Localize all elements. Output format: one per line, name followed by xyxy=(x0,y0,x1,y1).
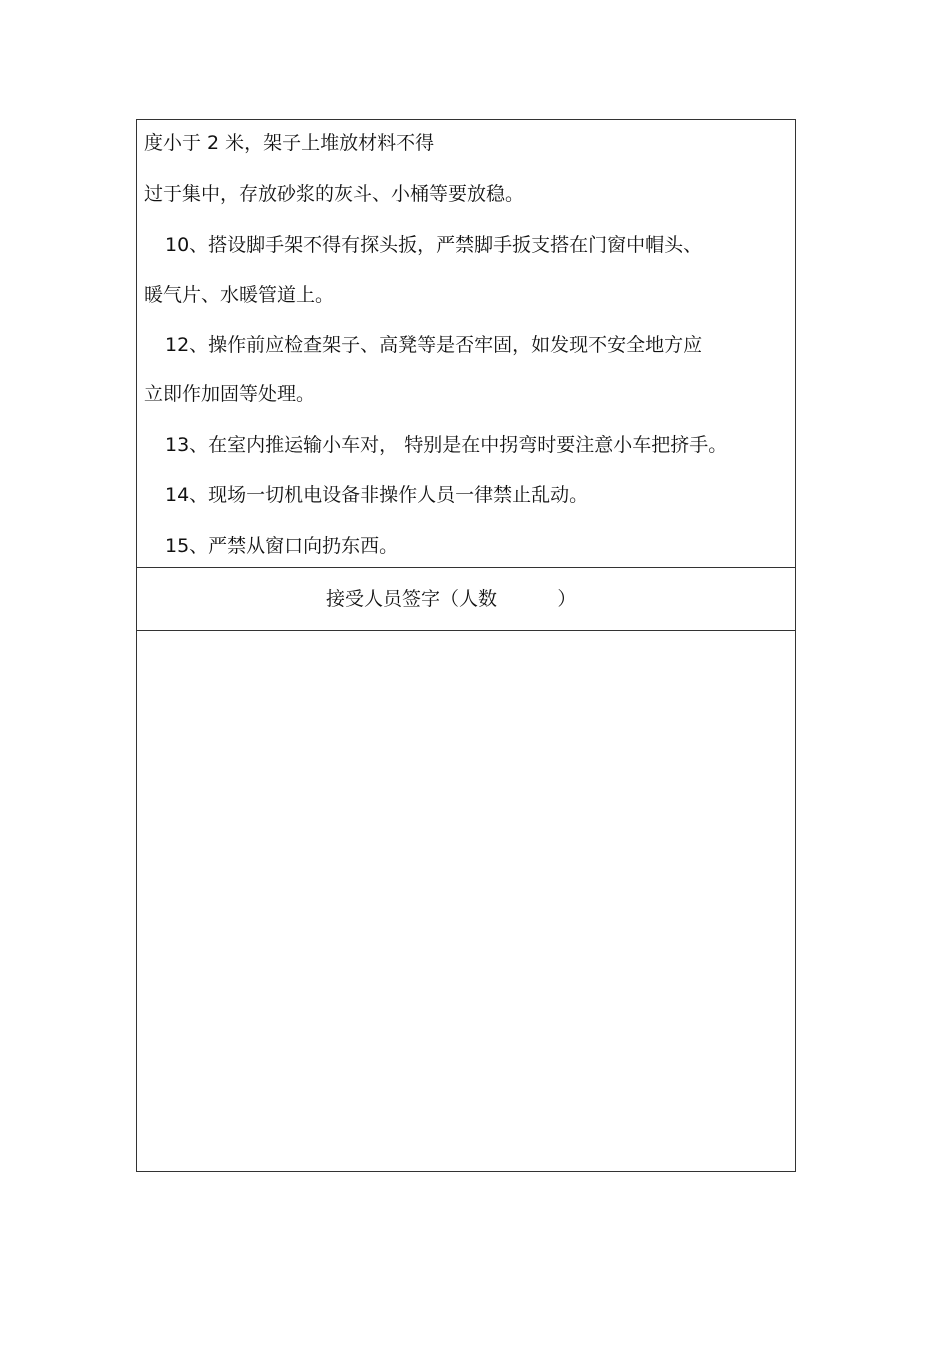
rule-line: 14、现场一切机电设备非操作人员一律禁止乱动。 xyxy=(165,484,589,506)
rule-line: 暖气片、水暖管道上。 xyxy=(144,284,335,306)
safety-rules-cell xyxy=(137,120,795,568)
signature-area[interactable] xyxy=(137,631,795,1172)
rule-line: 过于集中，存放砂浆的灰斗、小桶等要放稳。 xyxy=(144,183,525,205)
rule-line: 10、搭设脚手架不得有探头扳，严禁脚手扳支搭在门窗中帽头、 xyxy=(165,234,703,256)
rule-line: 立即作加固等处理。 xyxy=(144,383,316,405)
safety-briefing-table xyxy=(136,119,796,1172)
rule-line: 12、操作前应检查架子、高凳等是否牢固，如发现不安全地方应 xyxy=(165,334,703,356)
rule-line: 15、严禁从窗口向扔东西。 xyxy=(165,535,399,557)
rule-line: 度小于 2 米，架子上堆放材料不得 xyxy=(144,132,435,154)
rule-line: 13、在室内推运输小车对， 特别是在中拐弯时要注意小车把挤手。 xyxy=(165,434,728,456)
signature-header-label: 接受人员签字（人数 ） xyxy=(326,588,577,610)
signature-header-cell xyxy=(137,568,795,631)
